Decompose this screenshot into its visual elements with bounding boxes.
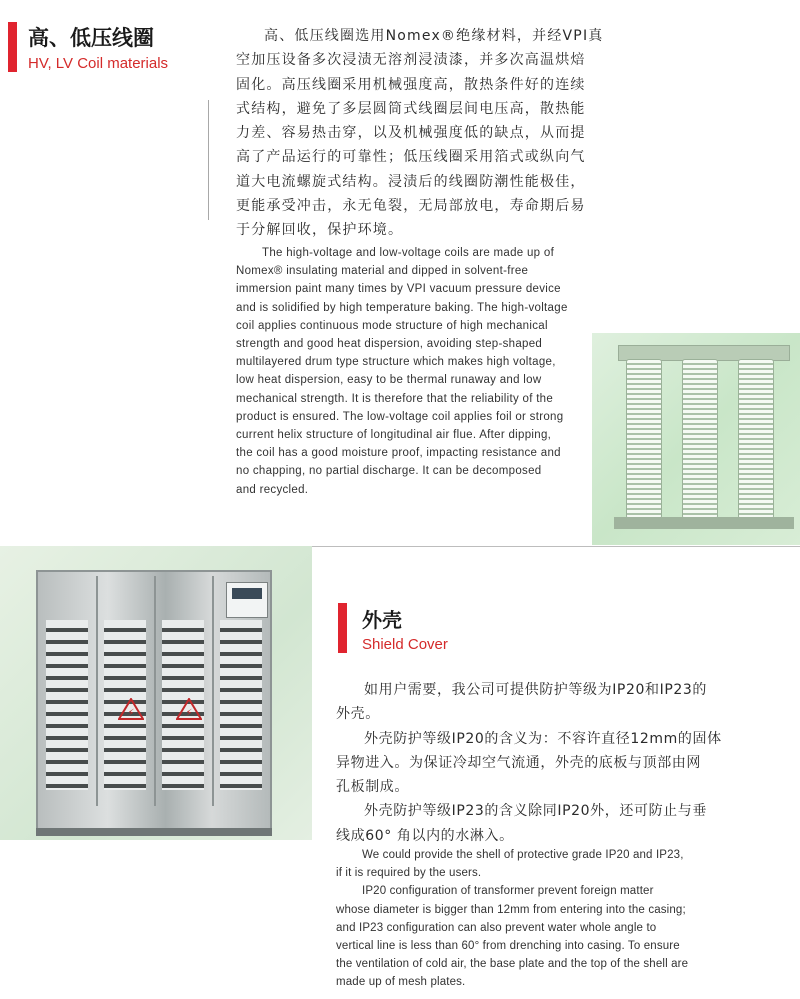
s2en-line: IP20 configuration of transformer prevent foreign matter bbox=[362, 885, 654, 898]
s2en-line: made up of mesh plates. bbox=[336, 976, 466, 989]
s1cn-line: 高、低压线圈选用Nomex®绝缘材料，并经VPI真 bbox=[264, 28, 604, 44]
section1-accent-bar bbox=[8, 22, 17, 72]
section1-body-en bbox=[236, 244, 568, 499]
s1en-line: Nomex® insulating material and dipped in solvent-free bbox=[236, 265, 529, 278]
s1en-line: and recycled. bbox=[236, 483, 309, 496]
s1cn-line: 道大电流螺旋式结构。浸渍后的线圈防潮性能极佳， bbox=[236, 173, 586, 190]
transformer-base bbox=[614, 517, 794, 529]
controller-display bbox=[232, 588, 262, 599]
s2cn-line: 外壳防护等级IP23的含义除同IP20外，还可防止与垂 bbox=[364, 803, 707, 820]
section2-title-cn: 外壳 bbox=[362, 608, 402, 632]
s1en-line: no chapping, no partial discharge. It can be decomposed bbox=[236, 465, 542, 478]
s2en-line: We could provide the shell of protective grade IP20 and IP23, bbox=[362, 849, 684, 861]
section1-title-en: HV, LV Coil materials bbox=[28, 55, 169, 72]
s1en-line: immersion paint many times by VPI vacuum pressure device bbox=[236, 283, 561, 296]
cabinet-body bbox=[36, 570, 272, 832]
cabinet-foot bbox=[36, 828, 272, 836]
s1cn-line: 空加压设备多次浸渍无溶剂浸渍漆，并多次高温烘焙 bbox=[236, 52, 586, 69]
s2en-line: vertical line is less than 60° from drenching into casing. To ensure bbox=[336, 940, 680, 953]
s1en-line: coil applies continuous mode structure of high mechanical bbox=[236, 319, 548, 332]
s1en-line: the coil has a good moisture proof, impacting resistance and bbox=[236, 447, 561, 460]
s2en-line: the ventilation of cold air, the base plate and the top of the shell are bbox=[336, 958, 689, 971]
s1cn-line: 高了产品运行的可靠性；低压线圈采用箔式或纵向气 bbox=[236, 149, 586, 166]
s1en-line: product is ensured. The low-voltage coil applies foil or strong bbox=[236, 410, 564, 423]
s1en-line: mechanical strength. It is therefore that the reliability of the bbox=[236, 392, 554, 405]
svg-text:⚡: ⚡ bbox=[127, 708, 135, 719]
warning-icon bbox=[176, 698, 202, 720]
s2cn-line: 外壳防护等级IP20的含义为：不容许直径12mm的固体 bbox=[364, 730, 722, 747]
section2-body-en bbox=[336, 846, 688, 992]
s1cn-line: 于分解回收，保护环境。 bbox=[236, 222, 404, 239]
section1-vertical-rule bbox=[208, 100, 209, 220]
s1cn-line: 更能承受冲击，永无龟裂，无局部放电，寿命期后易 bbox=[236, 198, 586, 215]
s1en-line: The high-voltage and low-voltage coils are made up of bbox=[262, 247, 555, 259]
s1en-line: low heat dispersion, easy to be thermal runaway and low bbox=[236, 374, 542, 387]
s2cn-line: 异物进入。为保证冷却空气流通，外壳的底板与顶部由网 bbox=[336, 754, 701, 771]
section2-body-cn bbox=[336, 678, 722, 848]
s1cn-line: 固化。高压线圈采用机械强度高，散热条件好的连续 bbox=[236, 76, 586, 93]
transformer-coil bbox=[682, 359, 718, 519]
warning-icon bbox=[118, 698, 144, 720]
s1en-line: strength and good heat dispersion, avoiding step-shaped bbox=[236, 338, 543, 351]
temperature-controller bbox=[226, 582, 268, 618]
s2en-line: if it is required by the users. bbox=[336, 867, 482, 880]
s2cn-line: 孔板制成。 bbox=[336, 779, 409, 796]
section1-body-cn bbox=[236, 24, 603, 243]
transformer-coil bbox=[738, 359, 774, 519]
section2-title-en: Shield Cover bbox=[362, 636, 448, 653]
s1cn-line: 式结构，避免了多层圆筒式线圈层间电压高，散热能 bbox=[236, 100, 586, 117]
s2cn-line: 外壳。 bbox=[336, 706, 380, 723]
transformer-photo bbox=[592, 333, 800, 545]
cabinet-photo bbox=[0, 546, 312, 840]
s1en-line: and is solidified by high temperature baking. The high-voltage bbox=[236, 301, 568, 314]
s2cn-line: 如用户需要，我公司可提供防护等级为IP20和IP23的 bbox=[364, 682, 707, 698]
svg-text:⚡: ⚡ bbox=[185, 708, 193, 719]
section2-accent-bar bbox=[338, 603, 347, 653]
cabinet-vents bbox=[46, 620, 88, 790]
section1-title-cn: 高、低压线圈 bbox=[28, 26, 154, 50]
s1cn-line: 力差、容易热击穿，以及机械强度低的缺点，从而提 bbox=[236, 125, 586, 142]
s2en-line: and IP23 configuration can also prevent water whole angle to bbox=[336, 921, 657, 934]
s1en-line: multilayered drum type structure which makes high voltage, bbox=[236, 356, 556, 369]
transformer-coil bbox=[626, 359, 662, 519]
s2cn-line: 线成60° 角以内的水淋入。 bbox=[336, 827, 514, 844]
s2en-line: whose diameter is bigger than 12mm from entering into the casing; bbox=[336, 903, 686, 916]
cabinet-vents bbox=[220, 620, 262, 790]
s1en-line: current helix structure of longitudinal air flue. After dipping, bbox=[236, 429, 552, 442]
